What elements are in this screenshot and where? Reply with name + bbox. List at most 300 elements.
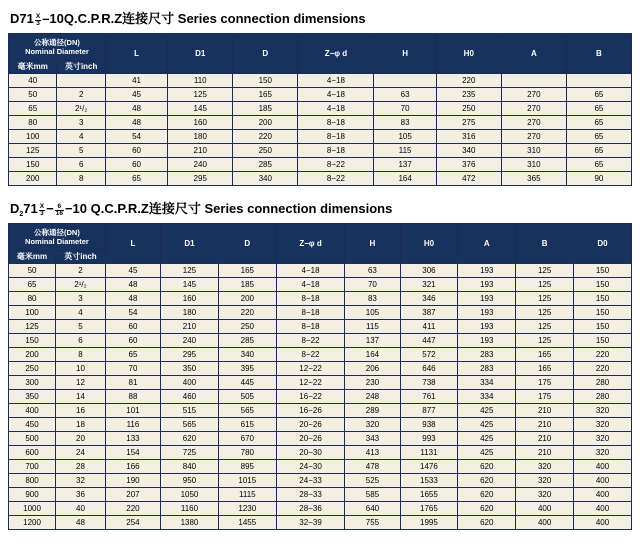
section2-title-prefix: D xyxy=(10,200,20,216)
table2-cell-r15-c1: 32 xyxy=(56,474,106,488)
table2-cell-r14-c6: 478 xyxy=(345,460,400,474)
table2-cell-r12-c3: 620 xyxy=(161,432,219,446)
table2-cell-r7-c7: 646 xyxy=(400,362,458,376)
table2-cell-r0-c2: 45 xyxy=(105,264,160,278)
table2-col-D1: D1 xyxy=(161,224,219,264)
section1-title xyxy=(10,8,632,28)
table1-col-B: B xyxy=(566,33,631,73)
table2-cell-r6-c0: 200 xyxy=(9,348,56,362)
table2-cell-r18-c7: 1995 xyxy=(400,516,458,530)
table2-cell-r16-c3: 1050 xyxy=(161,488,219,502)
table2-cell-r9-c9: 175 xyxy=(516,390,574,404)
table2-col-nominal-diameter: 公称通径(DN) Nominal Diameter xyxy=(9,224,106,251)
table2-cell-r3-c3: 180 xyxy=(161,306,219,320)
table1-cell-r3-c5: 8−18 xyxy=(298,115,374,129)
table1-cell-r0-c2: 41 xyxy=(105,73,167,87)
table1-col-D1: D1 xyxy=(168,33,233,73)
table2-cell-r13-c9: 210 xyxy=(516,446,574,460)
table1-cell-r7-c8: 365 xyxy=(501,171,566,185)
section2-title-fraction-2-numerator: 6 xyxy=(55,204,64,212)
section2-title-fraction-1-denominator: 3 xyxy=(40,210,44,218)
table1-cell-r0-c6 xyxy=(374,73,436,87)
table2-cell-r5-c6: 137 xyxy=(345,334,400,348)
table2-cell-r9-c5: 16−22 xyxy=(276,390,345,404)
table1-cell-r1-c2: 45 xyxy=(105,87,167,101)
table2-cell-r12-c0: 500 xyxy=(9,432,56,446)
table2-cell-r0-c5: 4−18 xyxy=(276,264,345,278)
table2-col-inch: 英寸inch xyxy=(56,251,106,264)
table2-cell-r5-c1: 6 xyxy=(56,334,106,348)
table2-cell-r12-c5: 20−26 xyxy=(276,432,345,446)
table2-cell-r17-c4: 1230 xyxy=(218,502,276,516)
table2-cell-r11-c9: 210 xyxy=(516,418,574,432)
table1-col-inch: 英寸inch xyxy=(57,60,105,73)
section2-title-fraction-1 xyxy=(39,204,45,218)
table2-cell-r12-c9: 210 xyxy=(516,432,574,446)
table1-cell-r2-c7: 250 xyxy=(436,101,501,115)
table1-cell-r5-c4: 250 xyxy=(233,143,298,157)
table2-cell-r1-c6: 70 xyxy=(345,278,400,292)
table2-cell-r3-c10: 150 xyxy=(574,306,632,320)
table1-cell-r5-c9: 65 xyxy=(566,143,631,157)
table1-cell-r2-c2: 48 xyxy=(105,101,167,115)
table1-cell-r3-c9: 65 xyxy=(566,115,631,129)
table2-cell-r12-c1: 20 xyxy=(56,432,106,446)
table-row xyxy=(9,292,632,306)
table2-cell-r13-c6: 413 xyxy=(345,446,400,460)
table1-cell-r5-c2: 60 xyxy=(105,143,167,157)
table2-cell-r7-c1: 10 xyxy=(56,362,106,376)
table2-cell-r17-c7: 1765 xyxy=(400,502,458,516)
table2-cell-r4-c7: 411 xyxy=(400,320,458,334)
table-row xyxy=(9,432,632,446)
table1-cell-r2-c9: 65 xyxy=(566,101,631,115)
table1-cell-r1-c7: 235 xyxy=(436,87,501,101)
connection-dimensions-table-1 xyxy=(8,33,632,186)
table2-cell-r15-c4: 1015 xyxy=(218,474,276,488)
table1-cell-r0-c7: 220 xyxy=(436,73,501,87)
table2-cell-r17-c5: 28−36 xyxy=(276,502,345,516)
table-row xyxy=(9,404,632,418)
table2-cell-r5-c9: 125 xyxy=(516,334,574,348)
table2-cell-r13-c1: 24 xyxy=(56,446,106,460)
table2-col-Z-phi-d: Z−φ d xyxy=(276,224,345,264)
table2-col-H0: H0 xyxy=(400,224,458,264)
table2-cell-r6-c5: 8−22 xyxy=(276,348,345,362)
table2-cell-r18-c0: 1200 xyxy=(9,516,56,530)
table-row xyxy=(9,488,632,502)
table2-cell-r15-c10: 400 xyxy=(574,474,632,488)
table2-cell-r7-c5: 12−22 xyxy=(276,362,345,376)
table1-cell-r7-c1: 8 xyxy=(57,171,105,185)
table2-cell-r10-c10: 320 xyxy=(574,404,632,418)
table1-cell-r2-c5: 4−18 xyxy=(298,101,374,115)
table2-cell-r1-c5: 4−18 xyxy=(276,278,345,292)
table2-cell-r6-c7: 572 xyxy=(400,348,458,362)
table2-cell-r13-c10: 320 xyxy=(574,446,632,460)
table2-cell-r7-c0: 250 xyxy=(9,362,56,376)
table2-cell-r9-c2: 88 xyxy=(105,390,160,404)
table2-cell-r16-c4: 1115 xyxy=(218,488,276,502)
table1-col-L: L xyxy=(105,33,167,73)
table2-cell-r16-c10: 400 xyxy=(574,488,632,502)
table1-cell-r2-c6: 70 xyxy=(374,101,436,115)
table2-cell-r3-c8: 193 xyxy=(458,306,516,320)
table2-cell-r10-c8: 425 xyxy=(458,404,516,418)
table2-cell-r2-c2: 48 xyxy=(105,292,160,306)
table2-cell-r14-c9: 320 xyxy=(516,460,574,474)
table2-col-L: L xyxy=(105,224,160,264)
table2-cell-r15-c3: 950 xyxy=(161,474,219,488)
table2-cell-r15-c8: 620 xyxy=(458,474,516,488)
table1-cell-r7-c0: 200 xyxy=(9,171,57,185)
table2-cell-r12-c8: 425 xyxy=(458,432,516,446)
table2-header xyxy=(9,224,632,264)
table1-cell-r7-c6: 164 xyxy=(374,171,436,185)
table1-cell-r1-c6: 63 xyxy=(374,87,436,101)
table1-cell-r5-c1: 5 xyxy=(57,143,105,157)
table1-cell-r4-c8: 270 xyxy=(501,129,566,143)
table-row xyxy=(9,348,632,362)
table2-cell-r4-c4: 250 xyxy=(218,320,276,334)
table1-cell-r3-c8: 270 xyxy=(501,115,566,129)
table2-cell-r15-c2: 190 xyxy=(105,474,160,488)
table2-cell-r13-c4: 780 xyxy=(218,446,276,460)
section1-title-fraction-numerator: X xyxy=(35,12,41,20)
table1-cell-r4-c6: 105 xyxy=(374,129,436,143)
table-row xyxy=(9,446,632,460)
table-row xyxy=(9,474,632,488)
table1-cell-r6-c5: 8−22 xyxy=(298,157,374,171)
table1-header xyxy=(9,33,632,73)
table2-cell-r6-c9: 165 xyxy=(516,348,574,362)
table1-cell-r1-c0: 50 xyxy=(9,87,57,101)
section2-title-fraction-1-numerator: X xyxy=(39,202,45,210)
table2-cell-r4-c5: 8−18 xyxy=(276,320,345,334)
table1-cell-r0-c0: 40 xyxy=(9,73,57,87)
table2-cell-r9-c0: 350 xyxy=(9,390,56,404)
table1-cell-r3-c2: 48 xyxy=(105,115,167,129)
table2-cell-r14-c8: 620 xyxy=(458,460,516,474)
table-row xyxy=(9,73,632,87)
table1-cell-r1-c5: 4−18 xyxy=(298,87,374,101)
table1-cell-r7-c9: 90 xyxy=(566,171,631,185)
table2-cell-r18-c3: 1380 xyxy=(161,516,219,530)
table-row xyxy=(9,278,632,292)
table2-cell-r10-c9: 210 xyxy=(516,404,574,418)
table2-cell-r6-c3: 295 xyxy=(161,348,219,362)
table2-cell-r5-c8: 193 xyxy=(458,334,516,348)
table2-cell-r9-c10: 280 xyxy=(574,390,632,404)
table2-cell-r12-c10: 320 xyxy=(574,432,632,446)
table2-cell-r11-c8: 425 xyxy=(458,418,516,432)
table2-cell-r10-c1: 16 xyxy=(56,404,106,418)
table2-col-D: D xyxy=(218,224,276,264)
table1-cell-r6-c4: 285 xyxy=(233,157,298,171)
table2-cell-r17-c0: 1000 xyxy=(9,502,56,516)
table2-cell-r14-c7: 1476 xyxy=(400,460,458,474)
table2-cell-r6-c2: 65 xyxy=(105,348,160,362)
table2-cell-r1-c2: 48 xyxy=(105,278,160,292)
table2-cell-r17-c9: 400 xyxy=(516,502,574,516)
section2-title xyxy=(10,198,632,218)
table1-cell-r6-c0: 150 xyxy=(9,157,57,171)
section2-title-fraction-2-denominator: 16 xyxy=(55,210,63,218)
table2-cell-r1-c9: 125 xyxy=(516,278,574,292)
table2-cell-r16-c2: 207 xyxy=(105,488,160,502)
table2-cell-r11-c4: 615 xyxy=(218,418,276,432)
table1-cell-r0-c5: 4−18 xyxy=(298,73,374,87)
table-row xyxy=(9,376,632,390)
table2-cell-r4-c9: 125 xyxy=(516,320,574,334)
table1-cell-r5-c5: 8−18 xyxy=(298,143,374,157)
table2-cell-r13-c7: 1131 xyxy=(400,446,458,460)
table2-cell-r0-c1: 2 xyxy=(56,264,106,278)
table2-header-row-1 xyxy=(9,224,632,251)
table1-cell-r7-c3: 295 xyxy=(168,171,233,185)
table1-cell-r7-c4: 340 xyxy=(233,171,298,185)
table2-cell-r7-c9: 165 xyxy=(516,362,574,376)
table1-cell-r2-c3: 145 xyxy=(168,101,233,115)
table-row xyxy=(9,334,632,348)
table1-cell-r1-c8: 270 xyxy=(501,87,566,101)
table2-cell-r16-c1: 36 xyxy=(56,488,106,502)
table-row xyxy=(9,516,632,530)
table2-cell-r4-c8: 193 xyxy=(458,320,516,334)
table1-header-row-1 xyxy=(9,33,632,60)
table2-cell-r14-c3: 840 xyxy=(161,460,219,474)
table2-cell-r3-c2: 54 xyxy=(105,306,160,320)
table2-cell-r9-c1: 14 xyxy=(56,390,106,404)
table1-cell-r6-c2: 60 xyxy=(105,157,167,171)
section1-title-prefix: D71 xyxy=(10,11,34,26)
table2-cell-r6-c8: 283 xyxy=(458,348,516,362)
table2-cell-r1-c4: 185 xyxy=(218,278,276,292)
table2-cell-r18-c1: 48 xyxy=(56,516,106,530)
table1-col-A: A xyxy=(501,33,566,73)
table1-cell-r2-c1: 2¹/₂ xyxy=(57,101,105,115)
section2-title-subscript: 2 xyxy=(19,211,24,219)
table2-cell-r11-c7: 938 xyxy=(400,418,458,432)
table2-cell-r13-c5: 20−30 xyxy=(276,446,345,460)
table2-cell-r7-c2: 70 xyxy=(105,362,160,376)
table2-cell-r3-c0: 100 xyxy=(9,306,56,320)
table1-cell-r1-c1: 2 xyxy=(57,87,105,101)
table2-cell-r14-c10: 400 xyxy=(574,460,632,474)
table2-cell-r1-c10: 150 xyxy=(574,278,632,292)
table1-cell-r3-c6: 83 xyxy=(374,115,436,129)
table2-cell-r17-c3: 1160 xyxy=(161,502,219,516)
table2-cell-r4-c3: 210 xyxy=(161,320,219,334)
table2-cell-r14-c4: 895 xyxy=(218,460,276,474)
table2-cell-r8-c5: 12−22 xyxy=(276,376,345,390)
table2-cell-r0-c9: 125 xyxy=(516,264,574,278)
table1-cell-r5-c0: 125 xyxy=(9,143,57,157)
table2-cell-r5-c7: 447 xyxy=(400,334,458,348)
table1-cell-r3-c3: 160 xyxy=(168,115,233,129)
table2-cell-r15-c6: 525 xyxy=(345,474,400,488)
table1-cell-r6-c8: 310 xyxy=(501,157,566,171)
table2-cell-r8-c1: 12 xyxy=(56,376,106,390)
table1-cell-r6-c6: 137 xyxy=(374,157,436,171)
table2-cell-r0-c6: 63 xyxy=(345,264,400,278)
table2-cell-r5-c4: 285 xyxy=(218,334,276,348)
table-row xyxy=(9,390,632,404)
table2-cell-r11-c5: 20−26 xyxy=(276,418,345,432)
table2-cell-r13-c2: 154 xyxy=(105,446,160,460)
table2-cell-r15-c7: 1533 xyxy=(400,474,458,488)
table1-cell-r2-c0: 65 xyxy=(9,101,57,115)
table2-cell-r15-c9: 320 xyxy=(516,474,574,488)
table2-cell-r11-c2: 116 xyxy=(105,418,160,432)
table2-cell-r10-c5: 16−26 xyxy=(276,404,345,418)
table2-cell-r5-c10: 150 xyxy=(574,334,632,348)
table1-cell-r1-c4: 165 xyxy=(233,87,298,101)
table2-cell-r11-c10: 320 xyxy=(574,418,632,432)
table1-cell-r0-c1 xyxy=(57,73,105,87)
table1-cell-r0-c9 xyxy=(566,73,631,87)
table2-cell-r6-c1: 8 xyxy=(56,348,106,362)
table2-cell-r7-c8: 283 xyxy=(458,362,516,376)
table1-col-Z-phi-d: Z−φ d xyxy=(298,33,374,73)
table2-cell-r4-c0: 125 xyxy=(9,320,56,334)
table1-col-H0: H0 xyxy=(436,33,501,73)
table-row xyxy=(9,143,632,157)
table2-col-D0: D0 xyxy=(574,224,632,264)
table1-cell-r7-c5: 8−22 xyxy=(298,171,374,185)
table2-cell-r10-c6: 289 xyxy=(345,404,400,418)
table1-cell-r6-c1: 6 xyxy=(57,157,105,171)
table2-cell-r9-c8: 334 xyxy=(458,390,516,404)
table2-cell-r7-c6: 206 xyxy=(345,362,400,376)
table2-cell-r14-c0: 700 xyxy=(9,460,56,474)
table2-cell-r18-c9: 400 xyxy=(516,516,574,530)
table2-cell-r11-c0: 450 xyxy=(9,418,56,432)
table2-cell-r2-c1: 3 xyxy=(56,292,106,306)
table2-cell-r16-c6: 585 xyxy=(345,488,400,502)
table2-body xyxy=(9,264,632,530)
table2-cell-r1-c1: 2¹/₂ xyxy=(56,278,106,292)
table2-col-A: A xyxy=(458,224,516,264)
table2-cell-r3-c1: 4 xyxy=(56,306,106,320)
table2-cell-r10-c4: 565 xyxy=(218,404,276,418)
table2-cell-r9-c3: 460 xyxy=(161,390,219,404)
table2-cell-r18-c4: 1455 xyxy=(218,516,276,530)
table2-cell-r6-c10: 220 xyxy=(574,348,632,362)
table1-cell-r1-c3: 125 xyxy=(168,87,233,101)
table1-cell-r3-c1: 3 xyxy=(57,115,105,129)
table-row xyxy=(9,157,632,171)
table2-cell-r1-c8: 193 xyxy=(458,278,516,292)
table2-cell-r15-c0: 800 xyxy=(9,474,56,488)
table-row xyxy=(9,502,632,516)
table2-cell-r13-c3: 725 xyxy=(161,446,219,460)
table1-cell-r1-c9: 65 xyxy=(566,87,631,101)
table2-cell-r14-c1: 28 xyxy=(56,460,106,474)
table2-cell-r17-c8: 620 xyxy=(458,502,516,516)
table2-cell-r7-c3: 350 xyxy=(161,362,219,376)
table2-cell-r8-c7: 738 xyxy=(400,376,458,390)
section1-title-fraction xyxy=(35,14,41,28)
table2-cell-r3-c9: 125 xyxy=(516,306,574,320)
table2-cell-r18-c6: 755 xyxy=(345,516,400,530)
table1-cell-r2-c8: 270 xyxy=(501,101,566,115)
section1-title-fraction-denominator: 3 xyxy=(36,20,40,28)
table2-cell-r8-c3: 400 xyxy=(161,376,219,390)
table2-cell-r17-c1: 40 xyxy=(56,502,106,516)
table1-cell-r3-c7: 275 xyxy=(436,115,501,129)
table2-cell-r1-c3: 145 xyxy=(161,278,219,292)
table2-cell-r0-c8: 193 xyxy=(458,264,516,278)
table2-cell-r18-c2: 254 xyxy=(105,516,160,530)
table2-cell-r9-c6: 248 xyxy=(345,390,400,404)
table2-cell-r11-c1: 18 xyxy=(56,418,106,432)
table2-cell-r6-c4: 340 xyxy=(218,348,276,362)
table2-cell-r14-c5: 24−30 xyxy=(276,460,345,474)
table2-cell-r8-c6: 230 xyxy=(345,376,400,390)
table2-col-B: B xyxy=(516,224,574,264)
table-row xyxy=(9,460,632,474)
table1-cell-r4-c5: 8−18 xyxy=(298,129,374,143)
table1-cell-r3-c0: 80 xyxy=(9,115,57,129)
table1-cell-r6-c7: 376 xyxy=(436,157,501,171)
table2-col-mm: 毫米mm xyxy=(9,251,56,264)
table2-cell-r2-c10: 150 xyxy=(574,292,632,306)
table1-cell-r4-c9: 65 xyxy=(566,129,631,143)
table1-cell-r0-c4: 150 xyxy=(233,73,298,87)
table1-cell-r4-c3: 180 xyxy=(168,129,233,143)
table2-cell-r3-c7: 387 xyxy=(400,306,458,320)
table2-cell-r16-c7: 1655 xyxy=(400,488,458,502)
table2-cell-r2-c3: 160 xyxy=(161,292,219,306)
section2-title-dash: − xyxy=(46,200,54,216)
table1-cell-r5-c7: 340 xyxy=(436,143,501,157)
table2-cell-r4-c6: 115 xyxy=(345,320,400,334)
table1-col-mm: 毫米mm xyxy=(9,60,57,73)
table2-cell-r3-c6: 105 xyxy=(345,306,400,320)
table2-cell-r1-c0: 65 xyxy=(9,278,56,292)
table1-cell-r4-c0: 100 xyxy=(9,129,57,143)
table2-cell-r5-c2: 60 xyxy=(105,334,160,348)
table2-cell-r0-c4: 165 xyxy=(218,264,276,278)
table1-cell-r5-c3: 210 xyxy=(168,143,233,157)
table2-cell-r16-c9: 320 xyxy=(516,488,574,502)
table2-cell-r7-c10: 220 xyxy=(574,362,632,376)
table2-cell-r1-c7: 321 xyxy=(400,278,458,292)
table-row xyxy=(9,264,632,278)
table2-cell-r12-c4: 670 xyxy=(218,432,276,446)
table2-cell-r13-c8: 425 xyxy=(458,446,516,460)
table-row xyxy=(9,87,632,101)
table1-cell-r4-c2: 54 xyxy=(105,129,167,143)
table2-cell-r8-c8: 334 xyxy=(458,376,516,390)
table2-col-H: H xyxy=(345,224,400,264)
table2-cell-r9-c4: 505 xyxy=(218,390,276,404)
table-row xyxy=(9,129,632,143)
table1-col-D: D xyxy=(233,33,298,73)
table2-cell-r16-c5: 28−33 xyxy=(276,488,345,502)
table-row xyxy=(9,418,632,432)
table2-cell-r17-c10: 400 xyxy=(574,502,632,516)
table2-cell-r12-c2: 133 xyxy=(105,432,160,446)
table2-cell-r17-c6: 640 xyxy=(345,502,400,516)
table2-cell-r3-c4: 220 xyxy=(218,306,276,320)
table2-cell-r9-c7: 761 xyxy=(400,390,458,404)
table2-cell-r4-c2: 60 xyxy=(105,320,160,334)
table1-cell-r6-c3: 240 xyxy=(168,157,233,171)
table2-cell-r10-c7: 877 xyxy=(400,404,458,418)
table2-cell-r0-c0: 50 xyxy=(9,264,56,278)
